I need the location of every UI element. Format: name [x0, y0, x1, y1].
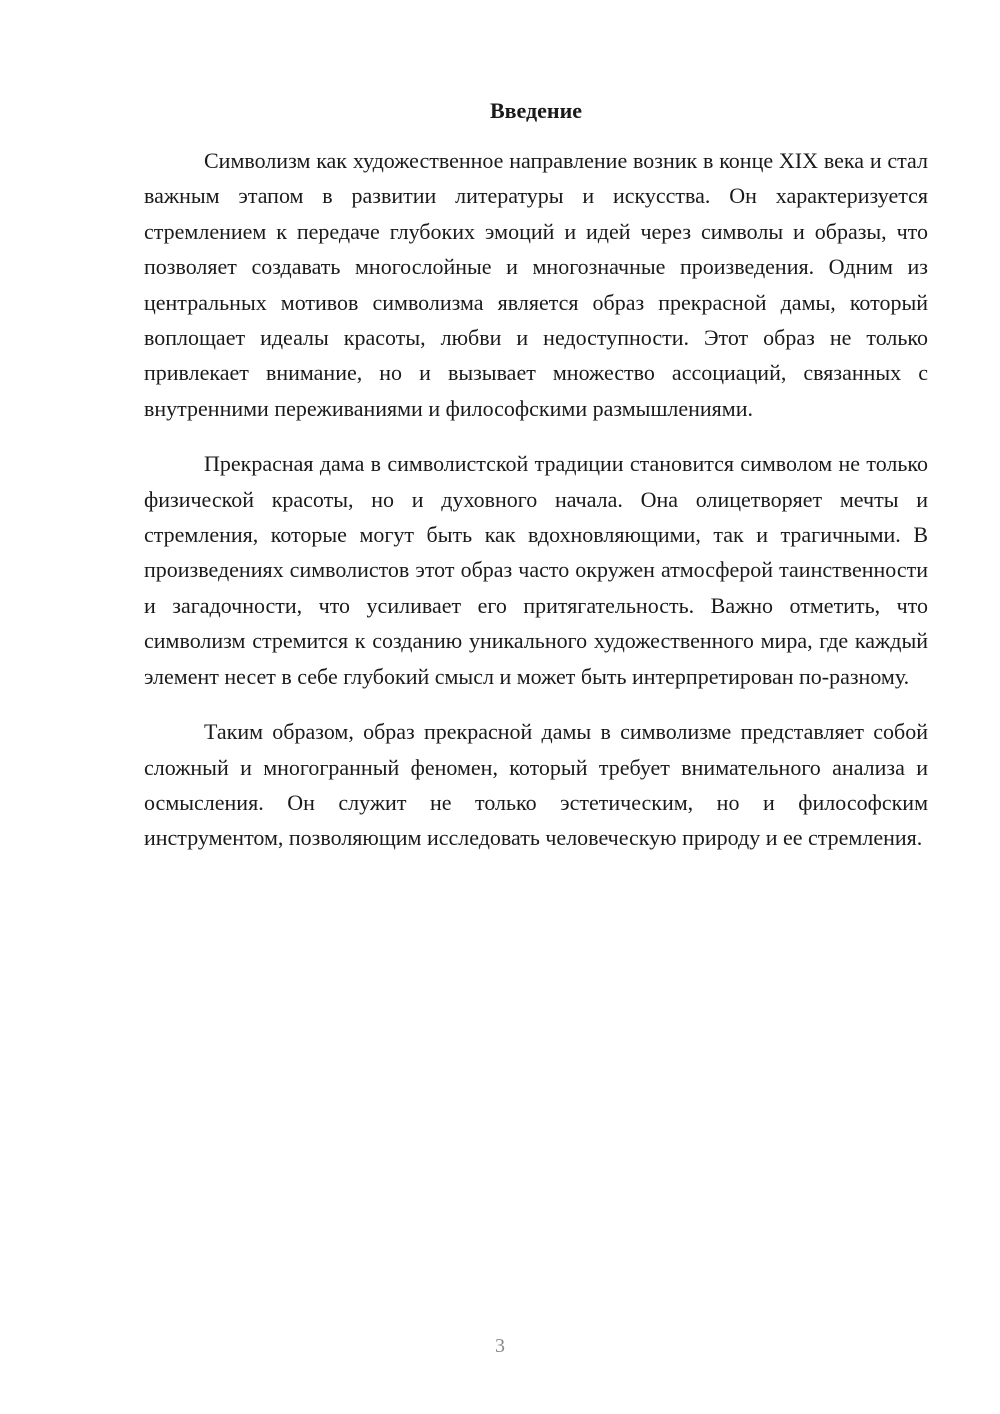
paragraph-3: Таким образом, образ прекрасной дамы в символизме представляет собой сложный и многогранный феномен, который требует внимательного анализа и осмысления. Он служит не только эстетическим, но и философским инструментом, позволяющим исследовать человеческую природу и ее стремления.	[144, 719, 928, 851]
page-number: 3	[495, 1335, 505, 1357]
body-text	[144, 143, 928, 876]
paragraph-2: Прекрасная дама в символистской традиции становится символом не только физической красоты, но и духовного начала. Она олицетворяет мечты и стремления, которые могут быть как вдохновляющими, так и трагичными. В произведениях символистов этот образ часто окружен атмосферой таинственности и загадочности, что усиливает его притягательность. Важно отметить, что символизм стремится к созданию уникального художественного мира, где каждый элемент несет в себе глубокий смысл и может быть интерпретирован по-разному.	[144, 451, 928, 689]
paragraph-1: Символизм как художественное направление возник в конце XIX века и стал важным этапом в развитии литературы и искусства. Он характеризуется стремлением к передаче глубоких эмоций и идей через символы и образы, что позволяет создавать многослойные и многозначные произведения. Одним из центральных мотивов символизма является образ прекрасной дамы, который воплощает идеалы красоты, любви и недоступности. Этот образ не только привлекает внимание, но и вызывает множество ассоциаций, связанных с внутренними переживаниями и философскими размышлениями.	[144, 148, 928, 421]
section-heading: Введение	[489, 98, 583, 123]
